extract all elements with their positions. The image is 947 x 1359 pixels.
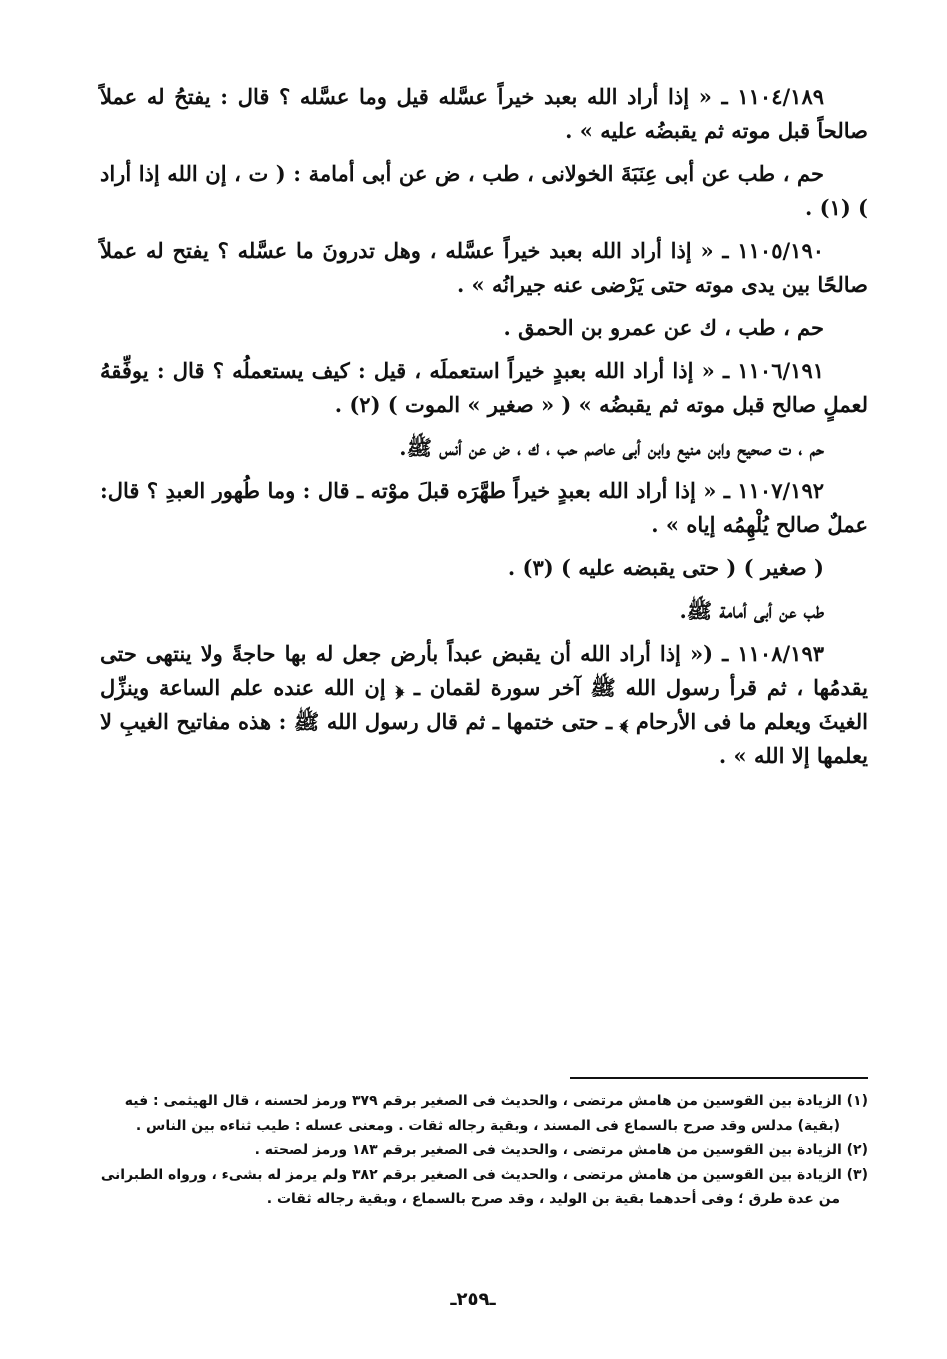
footnote-line: (٢) الزيادة بين القوسين من هامش مرتضى ، والحديث فى الصغير برقم ١٨٣ ورمز لصحته . bbox=[254, 1142, 868, 1158]
note-paragraph: ( صغير ) ( حتى يقبضه عليه ) (٣) . bbox=[507, 555, 824, 580]
hadith-paragraph: ١١٠٨/١٩٣ ـ (« إذا أراد الله أن يقبض عبداً بأرض جعل له بها حاجةً ولا ينتهى حتى يقدمُها ، ثم قرأ رسول الله ﷺ آخر سورة لقمان ـ ﴿ إن الله عنده علم الساعة وينزِّل الغيثَ ويعلم ما فى الأرحام ﴾ ـ حتى ختمها ـ ثم قال رسول الله ﷺ : هذه مفاتيح الغيبِ لا يعلمها إلا الله » . bbox=[100, 641, 868, 768]
footnotes bbox=[100, 1090, 868, 1213]
hadith-paragraph: ١١٠٧/١٩٢ ـ « إذا أراد الله بعبدٍ خيراً طهَّرَه قبلَ موْته ـ قال : وما طُهور العبدِ ؟ قال: عملٌ صالح يُلْهِمُه إياه » . bbox=[100, 478, 868, 537]
source-paragraph: حم ، ت صحيح وابن منيع وابن أبى عاصم حب ، ك ، ض عن أنس ﷺ. bbox=[399, 435, 824, 460]
footnote-line: (بقية) مدلس وقد صرح بالسماع فى المسند ، وبقية رجاله ثقات . ومعنى عسله : طيب ثناءه بين الناس . bbox=[135, 1117, 840, 1134]
source-paragraph: طب عن أبى أمامة ﷺ. bbox=[679, 598, 824, 623]
source-paragraph: حم ، طب عن أبى عِنَبَةَ الخولانى ، طب ، ض عن أبى أمامة : ( ت ، إن الله إذا أراد ) (١) . bbox=[100, 161, 868, 220]
footnote-line: (٣) الزيادة بين القوسين من هامش مرتضى ، والحديث فى الصغير برقم ٣٨٢ ولم يرمز له بشىء ، ورواه الطبرانى bbox=[100, 1166, 868, 1183]
footnote-divider bbox=[570, 1077, 868, 1079]
hadith-paragraph: ١١٠٥/١٩٠ ـ « إذا أراد الله بعبد خيراً عسَّله ، وهل تدرونَ ما عسَّله ؟ يفتح له عملاً صالحًا بين يدى موته حتى يَرْضى عنه جيرانُه » . bbox=[100, 238, 868, 297]
hadith-paragraph: ١١٠٤/١٨٩ ـ « إذا أراد الله بعبد خيراً عسَّله قيل وما عسَّله ؟ قال : يفتحُ له عملاً صالحاً قبل موته ثم يقبضُه عليه » . bbox=[100, 84, 868, 143]
hadith-paragraph: ١١٠٦/١٩١ ـ « إذا أراد الله بعبدٍ خيراً استعملَه ، قيل : كيف يستعملُه ؟ قال : يوفِّقهُ لعملٍ صالح قبل موته ثم يقبضُه » ( « صغير » الموت ) (٢) . bbox=[100, 358, 868, 417]
page-number: ـ٢٥٩ـ bbox=[450, 1289, 496, 1310]
main-text bbox=[100, 80, 868, 782]
source-paragraph: حم ، طب ، ك عن عمرو بن الحمق . bbox=[503, 315, 824, 340]
footnote-line: من عدة طرق ؛ وفى أحدهما بقية بن الوليد ، وقد صرح بالسماع ، وبقية رجاله ثقات . bbox=[266, 1191, 840, 1207]
footnote-line: (١) الزيادة بين القوسين من هامش مرتضى ، والحديث فى الصغير برقم ٣٧٩ ورمز لحسنه ، قال الهيثمى : فيه bbox=[124, 1093, 868, 1109]
